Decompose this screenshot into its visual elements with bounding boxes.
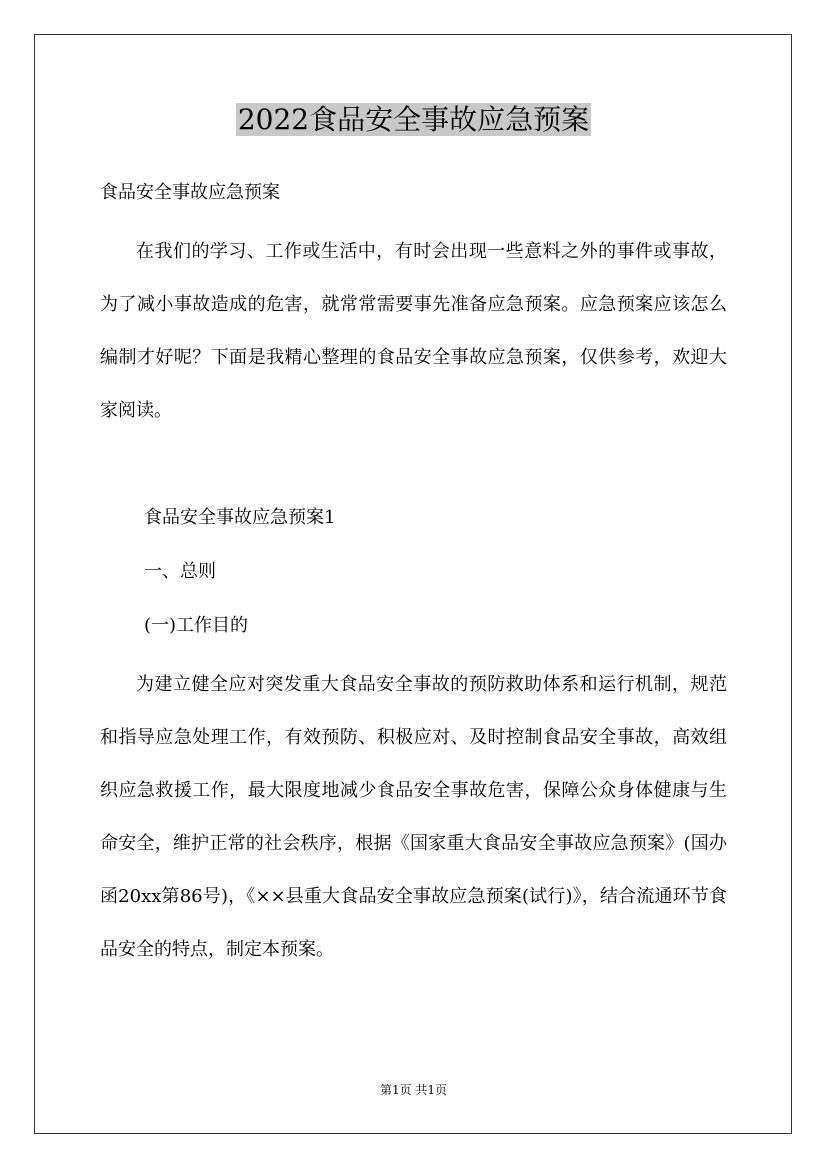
subtitle: 食品安全事故应急预案 xyxy=(100,182,280,203)
intro-paragraph: 在我们的学习、工作或生活中，有时会出现一些意料之外的事件或事故，为了减小事故造成的危害，就常常需要事先准备应急预案。应急预案应该怎么编制才好呢？下面是我精心整理的食品安全事故应急预案，仅供参考，欢迎大家阅读。 xyxy=(100,241,727,421)
purpose-paragraph: 为建立健全应对突发重大食品安全事故的预防救助体系和运行机制，规范和指导应急处理工作，有效预防、积极应对、及时控制食品安全事故，高效组织应急救援工作，最大限度地减少食品安全事故危害，保障公众身体健康与生命安全，维护正常的社会秩序，根据《国家重大食品安全事故应急预案》(国办函20xx第86号)，《××县重大食品安全事故应急预案(试行)》，结合流通环节食品安全的特点，制定本预案。 xyxy=(100,674,727,960)
section-body xyxy=(100,496,727,976)
heading-purpose: (一)工作目的 xyxy=(144,615,249,636)
section-title: 食品安全事故应急预案1 xyxy=(144,507,336,528)
document-title xyxy=(0,98,827,142)
page-footer: 第1页 共1页 xyxy=(379,1083,448,1097)
document-body xyxy=(100,171,727,437)
heading-general: 一、总则 xyxy=(144,561,216,582)
title-text: 2022食品安全事故应急预案 xyxy=(237,103,590,136)
